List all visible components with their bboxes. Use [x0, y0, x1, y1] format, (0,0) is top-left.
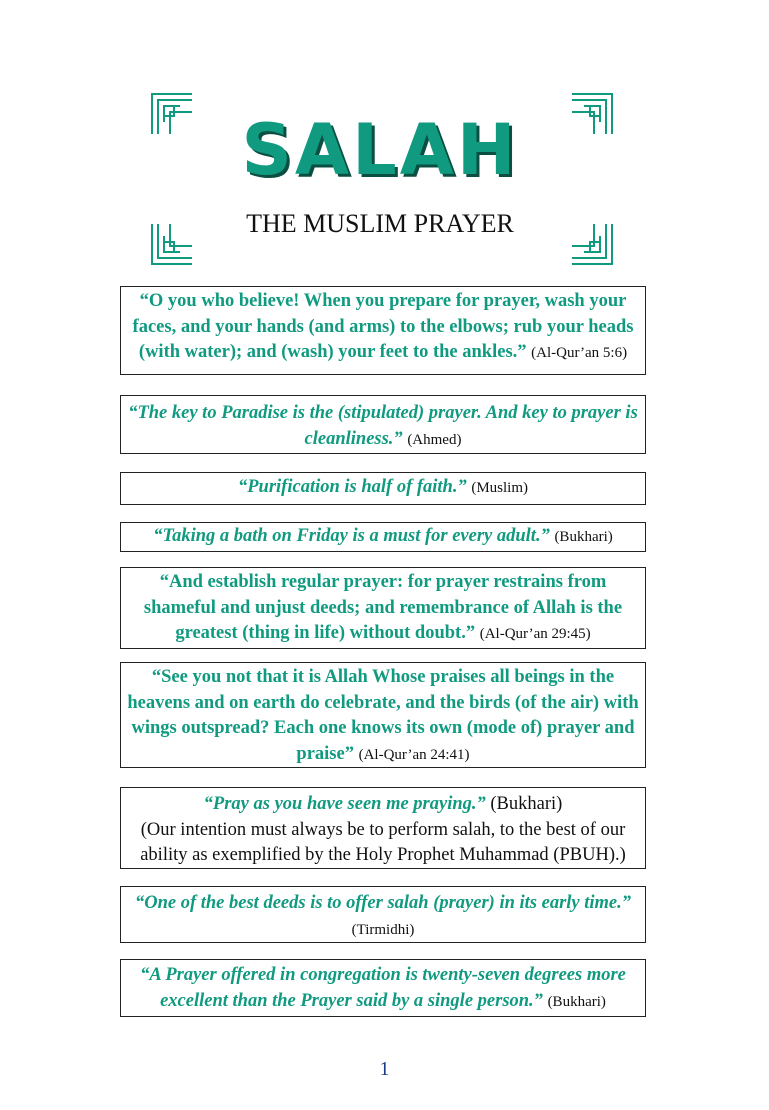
page-title: SALAH: [241, 109, 519, 191]
quote-box-8: [120, 886, 646, 943]
quote-text: “One of the best deeds is to offer salah (prayer) in its early time.”: [134, 893, 632, 913]
quote-box-6: [120, 662, 646, 768]
quote-text: “And establish regular prayer: for prayer restrains from shameful and unjust deeds; and remembrance of Allah is the greatest (thing in life) without doubt.”: [143, 572, 623, 643]
quote-source: (Ahmed): [407, 431, 462, 448]
quote-box-4: [120, 522, 646, 552]
quote-source: (Bukhari): [554, 529, 613, 545]
quote-source: (Al-Qur’an 29:45): [479, 626, 591, 642]
quote-source: (Bukhari): [490, 794, 563, 814]
quote-box-3: [120, 472, 646, 505]
quote-box-5: [120, 567, 646, 649]
quote-text: “Purification is half of faith.”: [238, 477, 467, 497]
quote-text: “The key to Paradise is the (stipulated) prayer. And key to prayer is cleanliness.”: [128, 403, 638, 449]
quote-note: (Our intention must always be to perform salah, to the best of our ability as exemplified by the Holy Prophet Muhammad (PBUH).): [140, 819, 626, 865]
quote-text: “Taking a bath on Friday is a must for every adult.”: [153, 526, 550, 546]
quote-source: (Muslim): [471, 480, 528, 496]
page-number: 1: [379, 1058, 390, 1080]
page-subtitle: THE MUSLIM PRAYER: [246, 209, 514, 238]
quote-source: (Al-Qur’an 5:6): [531, 345, 628, 361]
quote-source: (Al-Qur’an 24:41): [358, 746, 470, 763]
quote-text: “O you who believe! When you prepare for prayer, wash your faces, and your hands (and arms) to the elbows; rub your heads (with water); and (wash) your feet to the ankles.”: [132, 291, 634, 362]
quote-box-1: [120, 286, 646, 375]
quote-box-2: [120, 395, 646, 454]
quote-box-9: [120, 959, 646, 1017]
quote-text: “A Prayer offered in congregation is twenty-seven degrees more excellent than the Prayer said by a single person.”: [140, 965, 626, 1011]
quote-box-7: [120, 787, 646, 869]
quote-text: “Pray as you have seen me praying.”: [203, 794, 486, 814]
quote-text: “See you not that it is Allah Whose praises all beings in the heavens and on earth do celebrate, and the birds (of the air) with wings outspread? Each one knows its own (mode of) prayer and praise”: [127, 667, 639, 764]
quote-source: (Bukhari): [547, 993, 606, 1010]
quote-source: (Tirmidhi): [351, 921, 415, 938]
